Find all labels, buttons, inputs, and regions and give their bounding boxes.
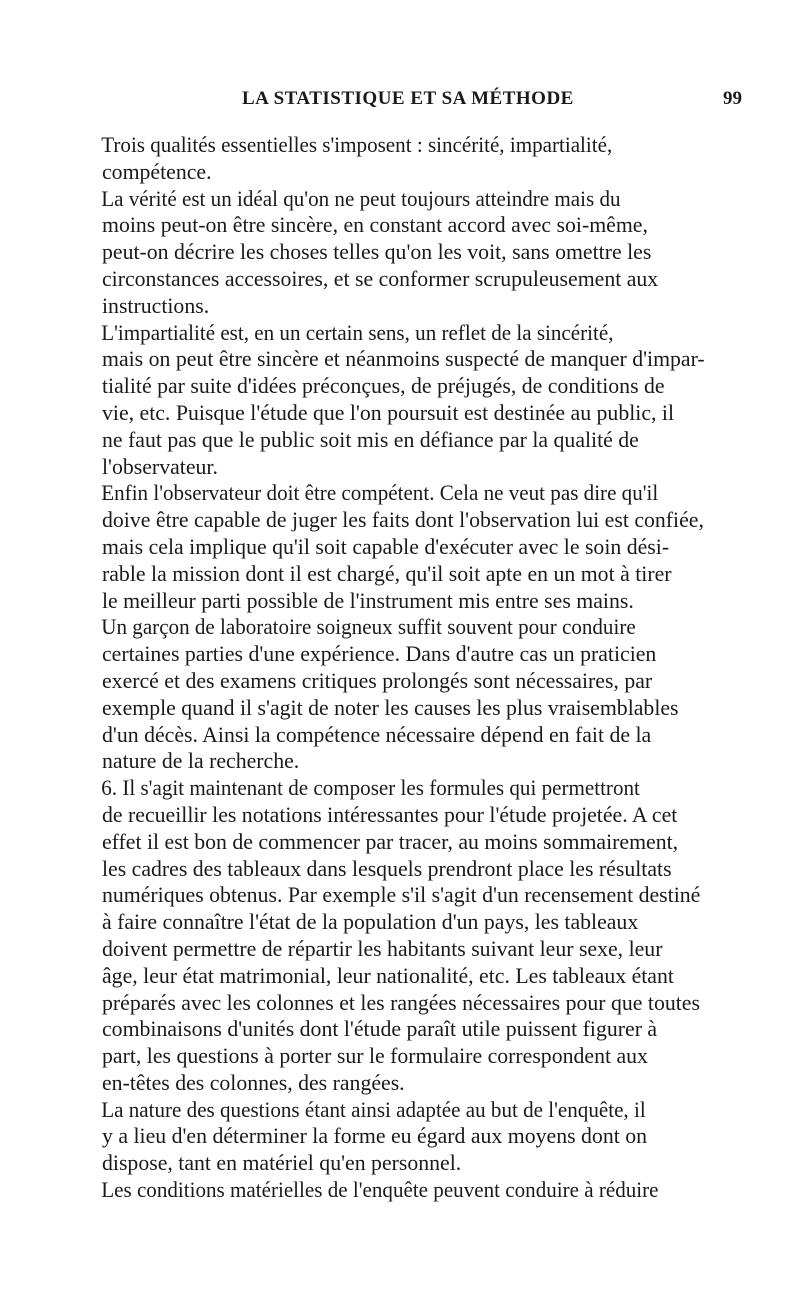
text-line: certaines parties d'une expérience. Dans d'autre cas un praticien: [102, 642, 657, 667]
text-line: rable la mission dont il est chargé, qu'il soit apte en un mot à tirer: [102, 561, 672, 586]
text-line: Les conditions matérielles de l'enquête peuvent conduire à réduire: [101, 1178, 659, 1203]
paragraph: [80, 775, 740, 1097]
text-line: La nature des questions étant ainsi adaptée au but de l'enquête, il: [101, 1097, 646, 1122]
text-line: les cadres des tableaux dans lesquels prendront place les résultats: [102, 856, 672, 881]
text-line: Enfin l'observateur doit être compétent. Cela ne veut pas dire qu'il: [101, 481, 659, 506]
text-line: le meilleur parti possible de l'instrument mis entre ses mains.: [102, 588, 634, 613]
text-line: moins peut-on être sincère, en constant accord avec soi-même,: [102, 213, 648, 238]
text-line: à faire connaître l'état de la population d'un pays, les tableaux: [102, 910, 639, 935]
text-line: ne faut pas que le public soit mis en défiance par la qualité de: [102, 427, 639, 452]
paragraph: [80, 1177, 740, 1204]
running-title: LA STATISTIQUE ET SA MÉTHODE: [242, 88, 574, 109]
text-line: exemple quand il s'agit de noter les causes les plus vraisemblables: [102, 695, 679, 720]
text-line: mais cela implique qu'il soit capable d'exécuter avec le soin dési-: [102, 534, 670, 559]
text-line: instructions.: [102, 293, 210, 318]
text-line: La vérité est un idéal qu'on ne peut toujours atteindre mais du: [101, 186, 621, 211]
text-line: Trois qualités essentielles s'imposent : sincérité, impartialité,: [101, 133, 613, 157]
page-number: 99: [723, 88, 742, 109]
text-line: tialité par suite d'idées préconçues, de préjugés, de conditions de: [102, 374, 665, 399]
text-line: circonstances accessoires, et se conformer scrupuleusement aux: [102, 266, 659, 291]
paragraph: [80, 320, 740, 481]
text-line: vie, etc. Puisque l'étude que l'on poursuit est destinée au public, il: [102, 400, 675, 425]
text-line: 6. Il s'agit maintenant de composer les formules qui permettront: [101, 776, 640, 801]
text-line: d'un décès. Ainsi la compétence nécessaire dépend en fait de la: [102, 722, 652, 747]
text-line: y a lieu d'en déterminer la forme eu égard aux moyens dont on: [102, 1124, 648, 1149]
text-line: numériques obtenus. Par exemple s'il s'agit d'un recensement destiné: [102, 883, 701, 908]
text-line: nature de la recherche.: [102, 749, 300, 774]
text-line: mais on peut être sincère et néanmoins suspecté de manquer d'impar-: [102, 347, 705, 372]
text-line: combinaisons d'unités dont l'étude paraît utile puissent figurer à: [102, 1017, 658, 1042]
text-line: en-têtes des colonnes, des rangées.: [102, 1070, 405, 1095]
text-line: effet il est bon de commencer par tracer, au moins sommairement,: [102, 829, 679, 854]
paragraph: [80, 614, 740, 775]
page-header: [80, 88, 742, 118]
text-line: L'impartialité est, en un certain sens, un reflet de la sincérité,: [101, 320, 614, 345]
paragraph: [80, 480, 740, 614]
body-text: [80, 132, 740, 1204]
text-line: âge, leur état matrimonial, leur nationalité, etc. Les tableaux étant: [102, 963, 674, 988]
paragraph: [80, 132, 740, 186]
text-line: part, les questions à porter sur le formulaire correspondent aux: [102, 1044, 648, 1069]
text-line: Un garçon de laboratoire soigneux suffit souvent pour conduire: [101, 615, 636, 640]
text-line: doivent permettre de répartir les habitants suivant leur sexe, leur: [102, 936, 663, 961]
paragraph: [80, 186, 740, 320]
text-line: doive être capable de juger les faits dont l'observation lui est confiée,: [102, 508, 704, 533]
text-line: compétence.: [102, 159, 212, 184]
text-line: dispose, tant en matériel qu'en personnel.: [102, 1151, 462, 1176]
text-line: peut-on décrire les choses telles qu'on les voit, sans omettre les: [102, 240, 652, 265]
paragraph: [80, 1097, 740, 1177]
text-line: l'observateur.: [102, 454, 218, 479]
text-line: de recueillir les notations intéressantes pour l'étude projetée. A cet: [102, 802, 678, 827]
text-line: exercé et des examens critiques prolongés sont nécessaires, par: [102, 668, 653, 693]
text-line: préparés avec les colonnes et les rangées nécessaires pour que toutes: [102, 990, 700, 1015]
